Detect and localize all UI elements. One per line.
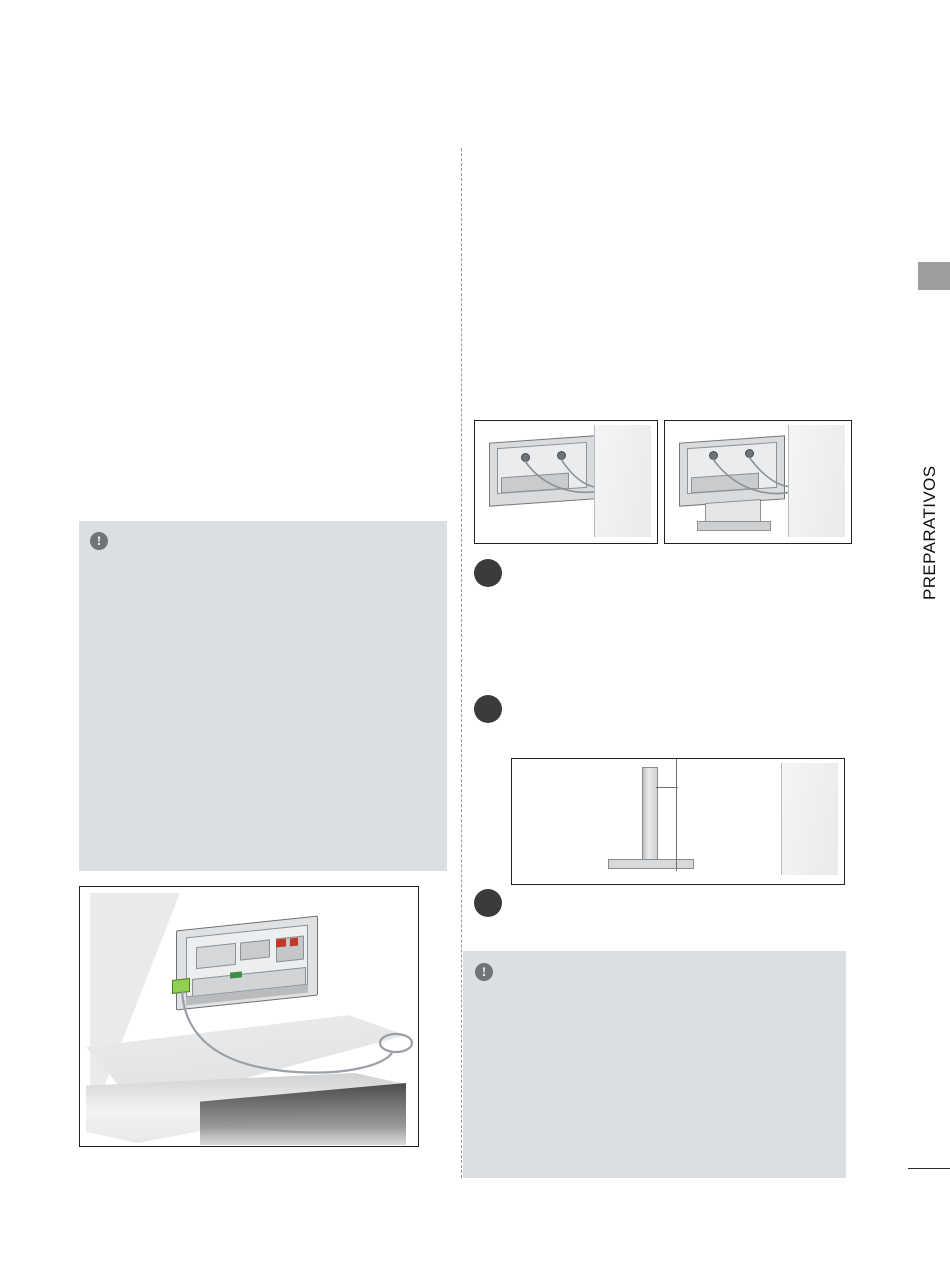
wall-line (676, 759, 677, 871)
illustration-canvas (475, 421, 657, 543)
tv-side-profile (642, 767, 658, 861)
side-view-wall-clearance (511, 758, 845, 885)
tv-secured-to-table-illustration (79, 886, 419, 1147)
chapter-tab-label: PREPARATIVOS (920, 465, 939, 600)
exclamation-icon: ! (90, 532, 108, 550)
right-note-box (463, 951, 846, 1178)
left-note-box (79, 521, 447, 871)
security-cable-path (665, 421, 851, 543)
column-divider (461, 148, 462, 1178)
illustration-canvas (80, 887, 418, 1146)
chapter-tab-marker (918, 262, 950, 290)
clearance-indicator (656, 787, 678, 788)
page-number-rule (908, 1168, 950, 1169)
rear-view-cable-routing-stand (664, 420, 852, 544)
step-bullet-1 (474, 559, 502, 587)
step-bullet-3 (474, 889, 502, 917)
tv-stand-base (608, 859, 694, 869)
tv-red-connector-b (290, 938, 298, 947)
tv-green-connector (230, 971, 242, 978)
tv-rear-panel-a (196, 943, 236, 969)
tv-red-connector-a (276, 938, 286, 947)
exclamation-icon: ! (475, 963, 493, 981)
step-bullet-2 (474, 695, 502, 723)
tv-rear-panel-b (240, 939, 270, 960)
illustration-canvas (512, 759, 844, 884)
security-cable-path (475, 421, 657, 543)
rear-view-cable-routing-wall-mount (474, 420, 658, 544)
security-cable-path (174, 985, 419, 1105)
illustration-canvas (665, 421, 851, 543)
